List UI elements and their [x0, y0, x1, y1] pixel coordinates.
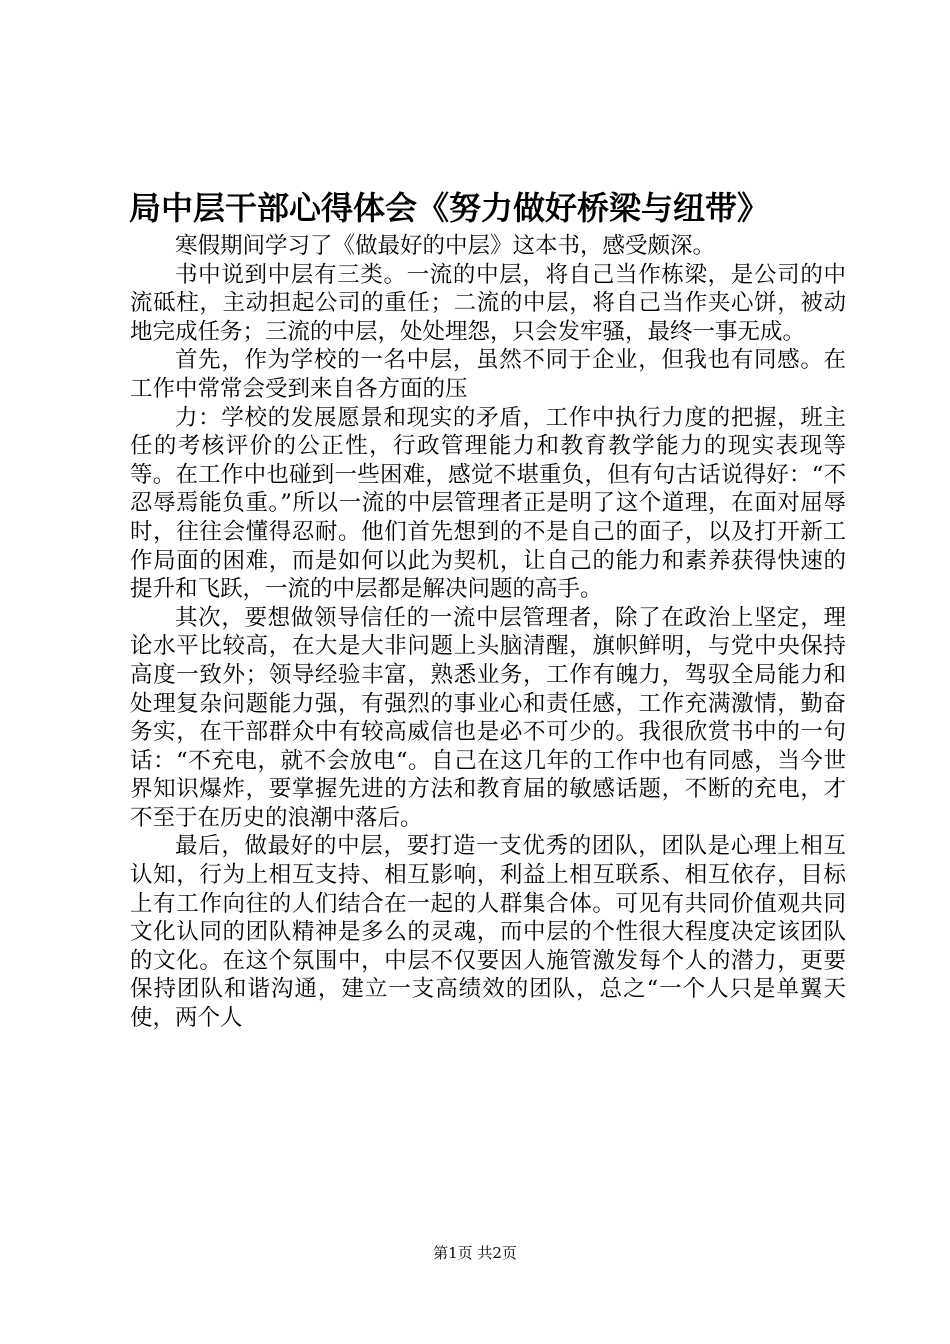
- paragraph-6: 最后，做最好的中层，要打造一支优秀的团队，团队是心理上相互认知，行为上相互支持、相互影响，利益上相互联系、相互依存，目标上有工作向往的人们结合在一起的人群集合体。可见有共同价值观共同文化认同的团队精神是多么的灵魂，而中层的个性很大程度决定该团队的文化。在这个氛围中，中层不仅要因人施管激发每个人的潜力，更要保持团队和谐沟通，建立一支高绩效的团队，总之“一个人只是单翼天使，两个人: [130, 833, 846, 1032]
- document-title: 局中层干部心得体会《努力做好桥梁与纽带》: [129, 189, 770, 227]
- paragraph-3: 首先，作为学校的一名中层，虽然不同于企业，但我也有同感。在工作中常常会受到来自各方面的压: [130, 347, 846, 402]
- document-body: [130, 232, 846, 1033]
- paragraph-2: 书中说到中层有三类。一流的中层，将自己当作栋梁，是公司的中流砥柱，主动担起公司的重任；二流的中层，将自己当作夹心饼，被动地完成任务；三流的中层，处处埋怨，只会发牢骚，最终一事无成。: [130, 261, 846, 345]
- paragraph-5: 其次，要想做领导信任的一流中层管理者，除了在政治上坚定，理论水平比较高，在大是大非问题上头脑清醒，旗帜鲜明，与党中央保持高度一致外；领导经验丰富，熟悉业务，工作有魄力，驾驭全局能力和处理复杂问题能力强，有强烈的事业心和责任感，工作充满激情，勤奋务实，在干部群众中有较高威信也是必不可少的。我很欣赏书中的一句话：“不充电，就不会放电“。自己在这几年的工作中也有同感，当今世界知识爆炸，要掌握先进的方法和教育届的敏感话题，不断的充电，才不至于在历史的浪潮中落后。: [130, 604, 846, 831]
- paragraph-1: 寒假期间学习了《做最好的中层》这本书，感受颇深。: [175, 233, 716, 259]
- page-footer: 第1页 共2页: [433, 1244, 517, 1262]
- paragraph-4: 力：学校的发展愿景和现实的矛盾，工作中执行力度的把握，班主任的考核评价的公正性，行政管理能力和教育教学能力的现实表现等等。在工作中也碰到一些困难，感觉不堪重负，但有句古话说得好：“不忍辱焉能负重。”所以一流的中层管理者正是明了这个道理，在面对屈辱时，往往会懂得忍耐。他们首先想到的不是自己的面子，以及打开新工作局面的困难，而是如何以此为契机，让自己的能力和素养获得快速的提升和飞跃，一流的中层都是解决问题的高手。: [130, 404, 846, 603]
